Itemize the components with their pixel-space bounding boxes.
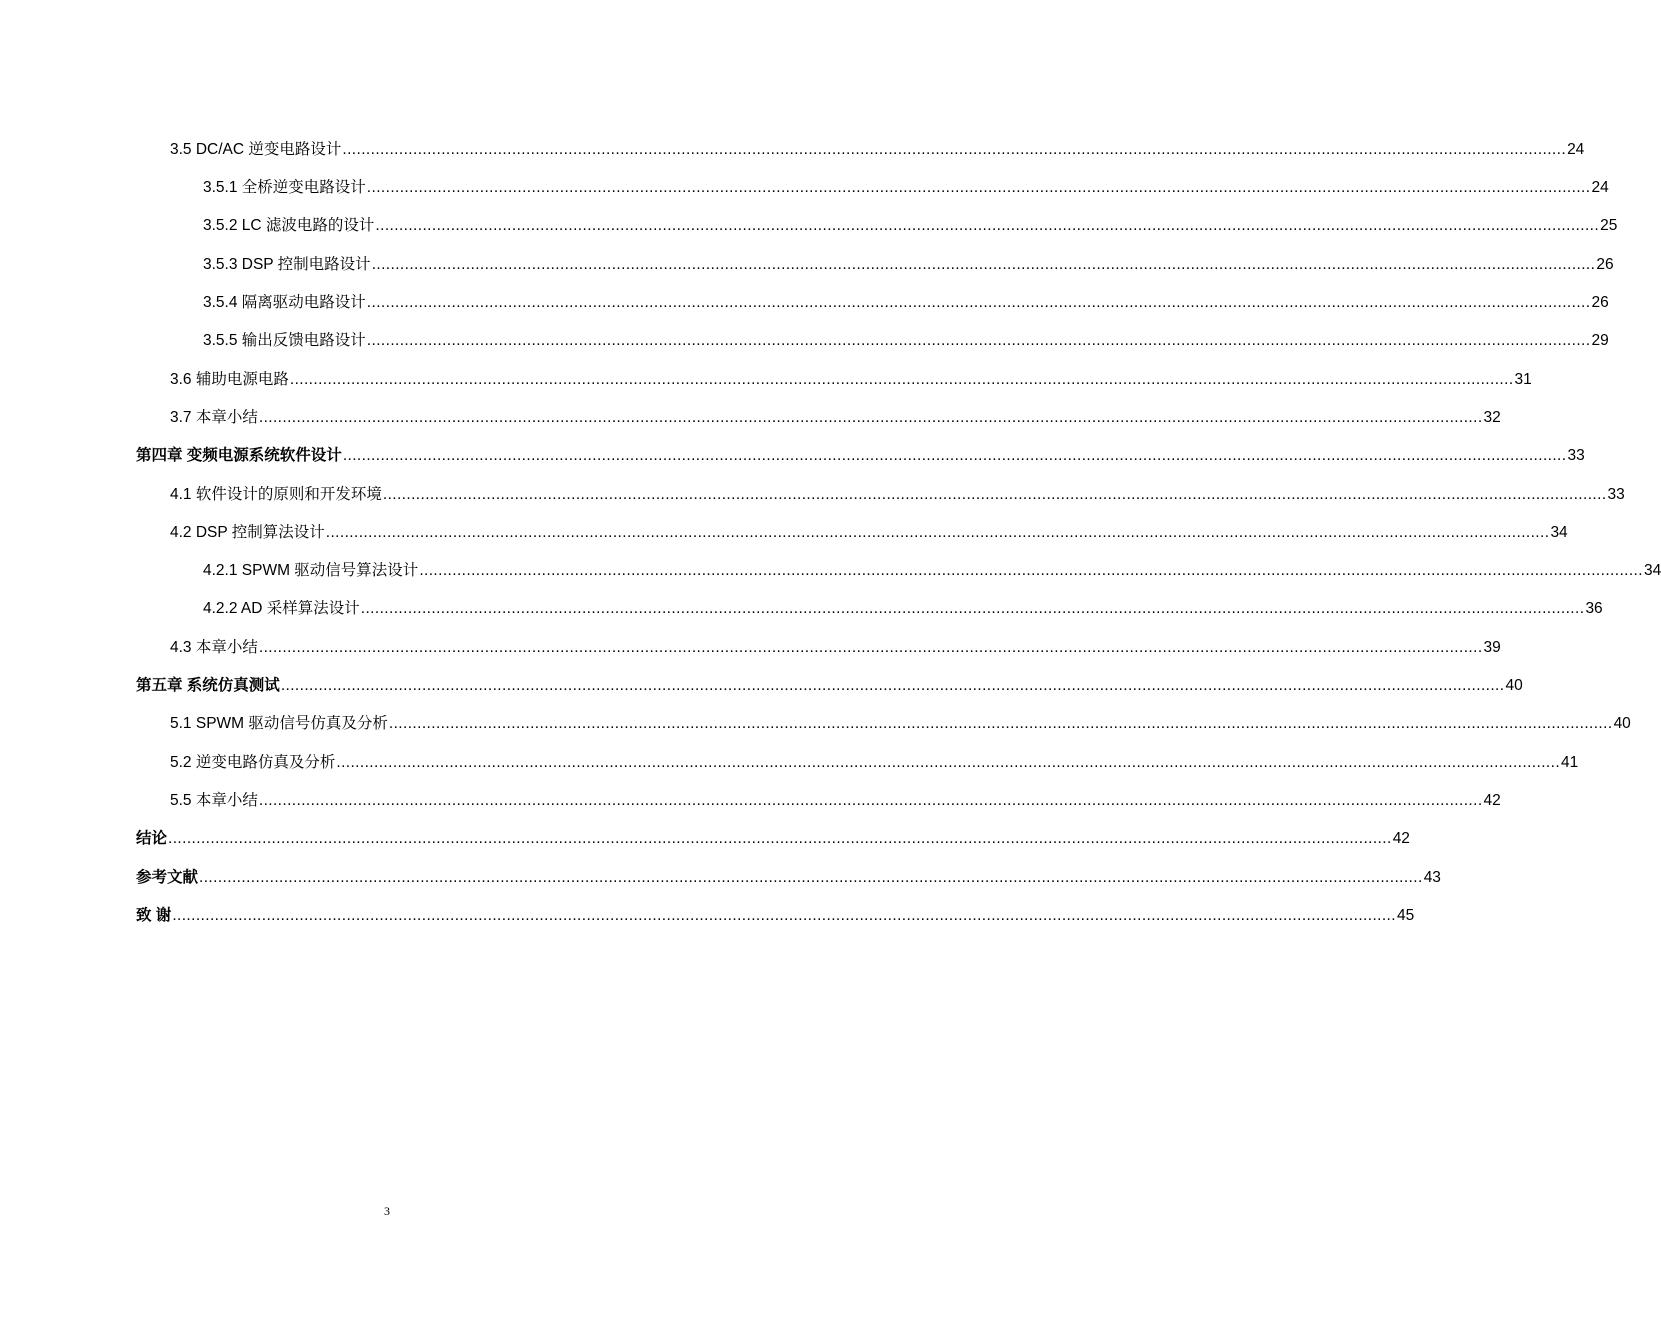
toc-entry-title: 5.1 SPWM 驱动信号仿真及分析 [170, 715, 388, 732]
toc-entry-title: 4.3 本章小结 [170, 639, 258, 656]
toc-chapter-entry[interactable] [136, 827, 1410, 851]
toc-entry-title: 4.2.1 SPWM 驱动信号算法设计 [203, 562, 419, 579]
toc-entry-title: 第四章 变频电源系统软件设计 [136, 447, 342, 464]
toc-entry[interactable] [170, 636, 1501, 660]
toc-dot-leader: .................................................................................................................................................................................................................................................................... [199, 869, 1423, 886]
toc-entry-page: 26 [1596, 256, 1614, 273]
toc-dot-leader: .................................................................................................................................................................................................................................................................... [258, 792, 1483, 809]
toc-entry-title: 5.5 本章小结 [170, 792, 258, 809]
toc-entry-page: 32 [1483, 409, 1501, 426]
toc-entry-title: 参考文献 [136, 869, 199, 886]
toc-entry-title: 第五章 系统仿真测试 [136, 677, 280, 694]
toc-entry-title: 3.5 DC/AC 逆变电路设计 [170, 141, 342, 158]
page-number: 3 [384, 1204, 390, 1218]
toc-entry-title: 4.1 软件设计的原则和开发环境 [170, 486, 382, 503]
toc-entry-title: 3.5.1 全桥逆变电路设计 [203, 179, 366, 196]
toc-entry-page: 39 [1483, 639, 1501, 656]
toc-entry-page: 40 [1505, 677, 1523, 694]
toc-entry-page: 41 [1561, 754, 1579, 771]
toc-entry-page: 34 [1643, 562, 1661, 579]
toc-entry-page: 29 [1591, 332, 1609, 349]
toc-dot-leader: .................................................................................................................................................................................................................................................................... [366, 294, 1591, 311]
toc-dot-leader: .................................................................................................................................................................................................................................................................... [172, 907, 1396, 924]
toc-dot-leader: .................................................................................................................................................................................................................................................................... [375, 217, 1600, 234]
toc-entry-title: 3.6 辅助电源电路 [170, 371, 289, 388]
toc-chapter-entry[interactable] [136, 904, 1415, 928]
toc-entry[interactable] [203, 214, 1618, 238]
toc-entry-page: 25 [1600, 217, 1618, 234]
toc-dot-leader: .................................................................................................................................................................................................................................................................... [371, 256, 1596, 273]
toc-chapter-entry[interactable] [136, 674, 1523, 698]
toc-entry[interactable] [203, 597, 1603, 621]
toc-entry-page: 26 [1591, 294, 1609, 311]
toc-dot-leader: .................................................................................................................................................................................................................................................................... [366, 179, 1591, 196]
toc-dot-leader: .................................................................................................................................................................................................................................................................... [280, 677, 1505, 694]
toc-entry-title: 结论 [136, 830, 168, 847]
toc-dot-leader: .................................................................................................................................................................................................................................................................... [168, 830, 1392, 847]
toc-entry[interactable] [203, 329, 1609, 353]
toc-entry-page: 42 [1483, 792, 1501, 809]
toc-entry-title: 3.5.2 LC 滤波电路的设计 [203, 217, 375, 234]
toc-entry-title: 4.2.2 AD 采样算法设计 [203, 600, 360, 617]
toc-dot-leader: .................................................................................................................................................................................................................................................................... [336, 754, 1561, 771]
toc-entry[interactable] [170, 483, 1625, 507]
toc-entry-page: 34 [1550, 524, 1568, 541]
toc-dot-leader: .................................................................................................................................................................................................................................................................... [289, 371, 1514, 388]
toc-entry-page: 42 [1392, 830, 1410, 847]
toc-entry[interactable] [170, 368, 1532, 392]
toc-entry[interactable] [203, 559, 1661, 583]
toc-dot-leader: .................................................................................................................................................................................................................................................................... [258, 409, 1483, 426]
toc-dot-leader: .................................................................................................................................................................................................................................................................... [360, 600, 1585, 617]
toc-entry-page: 31 [1514, 371, 1532, 388]
toc-chapter-entry[interactable] [136, 866, 1441, 890]
toc-entry[interactable] [203, 291, 1609, 315]
toc-entry[interactable] [203, 176, 1609, 200]
toc-dot-leader: .................................................................................................................................................................................................................................................................... [342, 141, 1567, 158]
toc-dot-leader: .................................................................................................................................................................................................................................................................... [342, 447, 1567, 464]
toc-entry[interactable] [170, 712, 1631, 736]
toc-entry[interactable] [170, 789, 1501, 813]
toc-dot-leader: .................................................................................................................................................................................................................................................................... [388, 715, 1613, 732]
toc-entry-page: 24 [1591, 179, 1609, 196]
toc-dot-leader: .................................................................................................................................................................................................................................................................... [419, 562, 1643, 579]
toc-entry-title: 3.5.4 隔离驱动电路设计 [203, 294, 366, 311]
toc-entry[interactable] [170, 138, 1585, 162]
toc-entry-page: 45 [1396, 907, 1415, 924]
toc-entry-page: 33 [1607, 486, 1625, 503]
toc-entry-title: 3.5.3 DSP 控制电路设计 [203, 256, 371, 273]
toc-entry[interactable] [170, 751, 1579, 775]
toc-entry-title: 致 谢 [136, 907, 172, 924]
toc-dot-leader: .................................................................................................................................................................................................................................................................... [258, 639, 1483, 656]
toc-entry-title: 5.2 逆变电路仿真及分析 [170, 754, 336, 771]
toc-dot-leader: .................................................................................................................................................................................................................................................................... [325, 524, 1550, 541]
toc-entry-page: 43 [1423, 869, 1441, 886]
toc-entry-page: 24 [1567, 141, 1585, 158]
toc-dot-leader: .................................................................................................................................................................................................................................................................... [382, 486, 1607, 503]
toc-dot-leader: .................................................................................................................................................................................................................................................................... [366, 332, 1591, 349]
toc-entry[interactable] [203, 253, 1614, 277]
toc-entry[interactable] [170, 521, 1568, 545]
toc-entry-title: 4.2 DSP 控制算法设计 [170, 524, 325, 541]
toc-entry-page: 33 [1567, 447, 1585, 464]
toc-entry-page: 40 [1613, 715, 1631, 732]
toc-chapter-entry[interactable] [136, 444, 1585, 468]
toc-entry[interactable] [170, 406, 1501, 430]
toc-entry-title: 3.5.5 输出反馈电路设计 [203, 332, 366, 349]
toc-entry-page: 36 [1585, 600, 1603, 617]
toc-entry-title: 3.7 本章小结 [170, 409, 258, 426]
